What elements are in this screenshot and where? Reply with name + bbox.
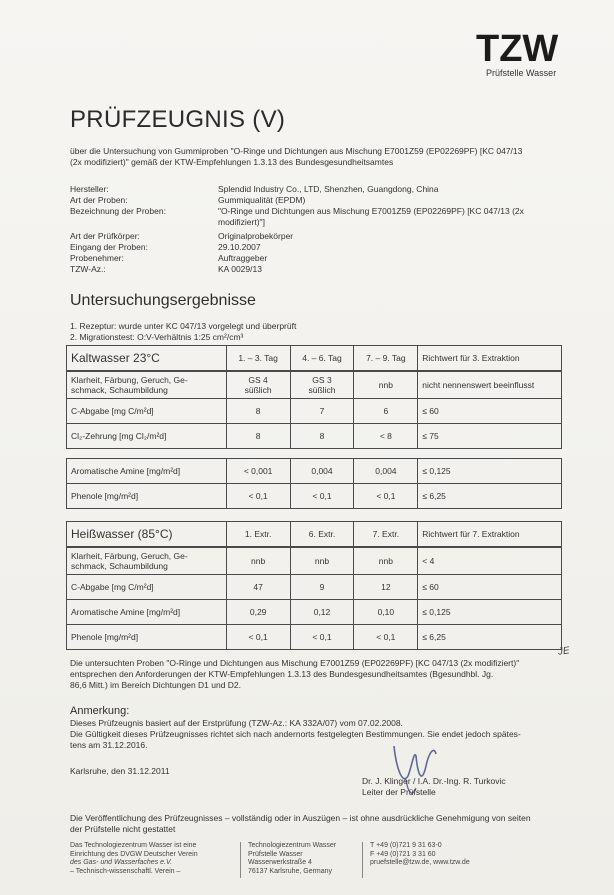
table-cell: < 0,1 (226, 484, 290, 509)
table-cell: C-Abgabe [mg C/m²d] (67, 575, 227, 600)
footer-line: des Gas- und Wasserfaches e.V. (70, 859, 173, 866)
table-cell: nicht nennenswert beeinflusst (418, 371, 562, 399)
table-row (67, 424, 562, 449)
hot-water-table (66, 521, 562, 650)
table-row (67, 625, 562, 650)
logo-subtitle: Prüfstelle Wasser (486, 68, 557, 78)
table-cell: < 0,1 (290, 484, 354, 509)
table-row (67, 600, 562, 625)
info-label: Bezeichnung der Proben: (70, 206, 166, 216)
info-value: Auftraggeber (218, 253, 268, 263)
footer-line: Wasserwerkstraße 4 (248, 859, 312, 866)
table-cell: nnb (226, 547, 290, 575)
footer-line: 76137 Karlsruhe, Germany (248, 867, 333, 875)
table-cell: GS 4 süßlich (226, 371, 290, 399)
table-cell: ≤ 0,125 (418, 600, 562, 625)
table-cell: < 0,1 (354, 625, 418, 650)
table-cell: < 8 (354, 424, 418, 449)
footer-line: Einrichtung des DVGW Deutscher Verein (70, 850, 198, 858)
table-cell: 0,004 (290, 459, 354, 484)
footer-line: – Technisch-wissenschaftl. Verein – (70, 867, 181, 875)
table-cell: 9 (290, 575, 354, 600)
table-cell: ≤ 60 (418, 575, 562, 600)
footer-line: Das Technologiezentrum Wasser ist eine (70, 842, 197, 849)
document-title: PRÜFZEUGNIS (V) (70, 106, 286, 133)
table-cell: 0,12 (290, 600, 354, 625)
note-line: 1. Rezeptur: wurde unter KC 047/13 vorgelegt und überprüft (70, 321, 297, 331)
info-label: Art der Proben: (70, 195, 128, 205)
table-header-row (67, 346, 562, 372)
footer-col-contact (370, 842, 470, 868)
table-cell: < 4 (418, 547, 562, 575)
table-cell: 12 (354, 575, 418, 600)
footer-divider (362, 842, 363, 878)
table-header-cell: Richtwert für 3. Extraktion (418, 346, 562, 372)
table-cell: < 0,1 (354, 484, 418, 509)
table-header-cell: 6. Extr. (290, 522, 354, 548)
table-row (67, 459, 562, 484)
info-label: Probenehmer: (70, 253, 124, 263)
conclusion-line: entsprechen den Anforderungen der KTW-Empfehlungen 1.3.13 des Bundesgesundheitsamtes (Bgesundhbl. Jg. (70, 669, 494, 679)
table-cell: GS 3 süßlich (290, 371, 354, 399)
table-cell: 8 (226, 424, 290, 449)
table-cell: 6 (354, 399, 418, 424)
remark-paragraph (70, 718, 564, 751)
conclusion-paragraph (70, 658, 564, 691)
table-row (67, 547, 562, 575)
table-cell: Cl₂-Zehrung [mg Cl₂/m²d] (67, 424, 227, 449)
publication-note (70, 813, 560, 835)
table-header-cell: 4. – 6. Tag (290, 346, 354, 372)
table-cell: 8 (290, 424, 354, 449)
info-value: Splendid Industry Co., LTD, Shenzhen, Guangdong, China (218, 184, 439, 194)
table-header-cell: Kaltwasser 23°C (67, 346, 227, 372)
table-cell: 0,004 (354, 459, 418, 484)
table-header-row (67, 522, 562, 548)
remark-line: tens am 31.12.2016. (70, 740, 148, 750)
info-value: Originalprobekörper (218, 231, 294, 241)
table-cell: Phenole [mg/m²d] (67, 625, 227, 650)
cold-water-table (66, 345, 562, 449)
table-header-cell: Richtwert für 7. Extraktion (418, 522, 562, 548)
table-cell: ≤ 75 (418, 424, 562, 449)
document-subtitle (70, 146, 570, 168)
info-label: TZW-Az.: (70, 264, 106, 274)
table-header-cell: 1. – 3. Tag (226, 346, 290, 372)
conclusion-line: Die untersuchten Proben "O-Ringe und Dichtungen aus Mischung E7001Z59 (EP02269PF) [KC 047/13 (2x modifiziert)" (70, 658, 520, 668)
cold-amines-table (66, 458, 562, 509)
remark-line: Die Gültigkeit dieses Prüfzeugnisses richtet sich nach andernorts festgelegten Bestimmungen. Sie endet jedoch spätes- (70, 729, 521, 739)
table-cell: < 0,1 (226, 625, 290, 650)
table-cell: 47 (226, 575, 290, 600)
info-value-cont: modifiziert)"] (218, 217, 265, 227)
table-cell: nnb (290, 547, 354, 575)
signatory-name: Dr. J. Klinger / I.A. Dr.-Ing. R. Turkovic (362, 776, 506, 786)
table-cell: Aromatische Amine [mg/m²d] (67, 459, 227, 484)
info-label: Eingang der Proben: (70, 242, 148, 252)
info-label: Hersteller: (70, 184, 109, 194)
table-row (67, 575, 562, 600)
table-row (67, 371, 562, 399)
table-cell: ≤ 6,25 (418, 484, 562, 509)
section-title: Untersuchungsergebnisse (70, 292, 256, 309)
info-value: "O-Ringe und Dichtungen aus Mischung E7001Z59 (EP02269PF) [KC 047/13 (2x (218, 206, 524, 216)
publication-line: der Prüfstelle nicht gestattet (70, 824, 176, 834)
remark-line: Dieses Prüfzeugnis basiert auf der Erstprüfung (TZW-Az.: KA 332A/07) vom 07.02.2008. (70, 718, 403, 728)
info-value: KA 0029/13 (218, 264, 262, 274)
table-cell: Aromatische Amine [mg/m²d] (67, 600, 227, 625)
table-cell: ≤ 6,25 (418, 625, 562, 650)
table-header-cell: Heißwasser (85°C) (67, 522, 227, 548)
table-row (67, 399, 562, 424)
tzw-logo: TZW (476, 28, 559, 70)
footer-col-address (248, 842, 336, 876)
table-cell: ≤ 60 (418, 399, 562, 424)
table-header-cell: 7. – 9. Tag (354, 346, 418, 372)
footer-divider (240, 842, 241, 878)
table-cell: nnb (354, 371, 418, 399)
conclusion-line: 86,6 Mitt.) im Bereich Dichtungen D1 und D2. (70, 680, 242, 690)
table-header-cell: 7. Extr. (354, 522, 418, 548)
footer-line: Prüfstelle Wasser (248, 850, 303, 858)
subtitle-line: (2x modifiziert)" gemäß der KTW-Empfehlungen 1.3.13 des Bundesgesundheitsamtes (70, 157, 394, 167)
table-cell: 8 (226, 399, 290, 424)
table-cell: 0,10 (354, 600, 418, 625)
footer-line: Technologiezentrum Wasser (248, 842, 337, 849)
subtitle-line: über die Untersuchung von Gummiproben "O-Ringe und Dichtungen aus Mischung E7001Z59 (EP02269PF) [KC 047/13 (70, 146, 523, 156)
note-line: 2. Migrationstest: O:V-Verhältnis 1:25 cm²/cm³ (70, 332, 244, 342)
table-cell: C-Abgabe [mg C/m²d] (67, 399, 227, 424)
footer-line: pruefstelle@tzw.de, www.tzw.de (370, 859, 470, 866)
place-date: Karlsruhe, den 31.12.2011 (70, 766, 170, 776)
info-label: Art der Prüfkörper: (70, 231, 140, 241)
handwritten-initials: JE (557, 645, 571, 658)
footer-col-institution (70, 842, 198, 876)
table-cell: < 0,001 (226, 459, 290, 484)
info-value: 29.10.2007 (218, 242, 261, 252)
signatory-role: Leiter der Prüfstelle (362, 787, 436, 797)
table-header-cell: 1. Extr. (226, 522, 290, 548)
table-cell: < 0,1 (290, 625, 354, 650)
table-cell: Klarheit, Färbung, Geruch, Ge- schmack, Schaumbildung (67, 371, 227, 399)
footer-line: T +49 (0)721 9 31 63-0 (370, 842, 442, 849)
table-cell: ≤ 0,125 (418, 459, 562, 484)
remark-title: Anmerkung: (70, 705, 130, 717)
footer-line: F +49 (0)721 3 31 60 (370, 850, 436, 858)
publication-line: Die Veröffentlichung des Prüfzeugnisses – vollständig oder in Auszügen – ist ohne ausdrückliche Genehmigung von seiten (70, 813, 531, 823)
table-cell: Klarheit, Färbung, Geruch, Ge- schmack, Schaumbildung (67, 547, 227, 575)
table-cell: nnb (354, 547, 418, 575)
table-cell: 7 (290, 399, 354, 424)
table-row (67, 484, 562, 509)
info-value: Gummiqualität (EPDM) (218, 195, 306, 205)
table-cell: Phenole [mg/m²d] (67, 484, 227, 509)
table-cell: 0,29 (226, 600, 290, 625)
